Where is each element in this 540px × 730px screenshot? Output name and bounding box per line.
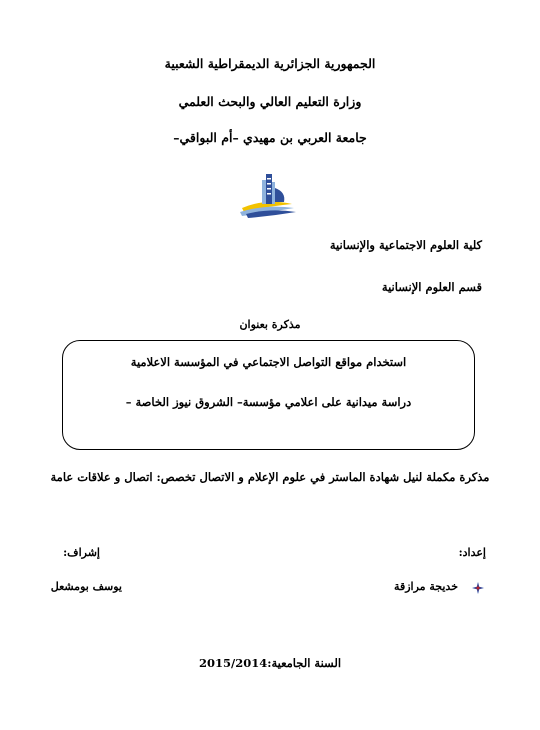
prepared-by-label: إعداد:: [458, 546, 486, 559]
student-name: خديجة مرازقة: [394, 580, 458, 593]
logo-tower-side-2: [272, 182, 275, 204]
thesis-subtitle: دراسة ميدانية على اعلامي مؤسسة– الشروق نيوز الخاصة –: [125, 395, 412, 409]
thesis-title: استخدام مواقع التواصل الاجتماعي في المؤسسة الاعلامية: [130, 355, 407, 369]
university-logo: [236, 168, 298, 218]
faculty-label: كلية العلوم الاجتماعية والإنسانية: [329, 238, 482, 252]
academic-year: السنة الجامعية:2015/2014: [198, 656, 342, 670]
supervisor-name: يوسف بومشعل: [50, 580, 122, 593]
department-label: قسم العلوم الإنسانية: [381, 280, 482, 294]
logo-tower-side: [262, 180, 266, 204]
memo-title-label: مذكرة بعنوان: [239, 318, 301, 331]
title-box: [62, 340, 475, 450]
university-heading: جامعة العربي بن مهيدي –أم البواقي–: [173, 130, 367, 145]
supervised-by-label: إشراف:: [63, 546, 100, 559]
degree-note: مذكرة مكملة لنيل شهادة الماستر في علوم الإعلام و الاتصال تخصص: اتصال و علاقات عامة: [50, 470, 490, 484]
logo-wing: [275, 188, 284, 202]
star-bullet-icon: [472, 582, 484, 594]
republic-heading: الجمهورية الجزائرية الديمقراطية الشعبية: [164, 56, 376, 71]
ministry-heading: وزارة التعليم العالي والبحث العلمي: [178, 94, 362, 109]
